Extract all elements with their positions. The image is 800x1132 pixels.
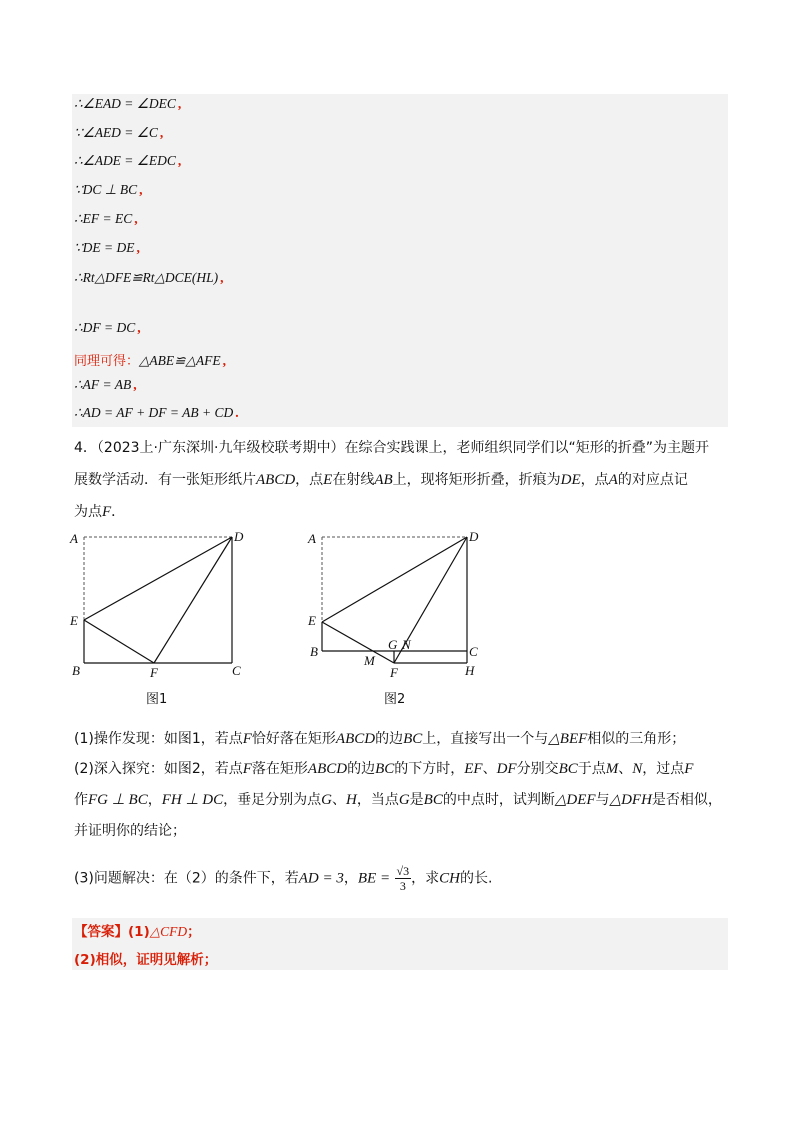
fig1-edge-ED bbox=[84, 537, 232, 620]
solution-line: ∴AD = AF + DF = AB + CD . bbox=[74, 405, 239, 420]
fig1-label-A: A bbox=[70, 531, 78, 546]
figure-1-caption: 图1 bbox=[146, 692, 168, 707]
answer-line-1: 【答案】(1)△CFD； bbox=[74, 924, 201, 940]
solution-line: ∴∠EAD = ∠DEC , bbox=[74, 96, 182, 111]
part-2-line-2: 作FG ⊥ BC，FH ⊥ DC，垂足分别为点G、H，当点G是BC的中点时，试判断△DEF与△DFH是否相似， bbox=[74, 792, 722, 808]
solution-line: 同理可得：△ABE≌△AFE , bbox=[74, 353, 226, 369]
answer-line-2: (2)相似，证明见解析； bbox=[74, 952, 218, 968]
fig2-label-A: A bbox=[308, 531, 316, 546]
solution-line: ∵DE = DE , bbox=[74, 240, 140, 255]
figure-2-caption: 图2 bbox=[384, 692, 406, 707]
solution-line: ∴AF = AB , bbox=[74, 377, 137, 392]
fig2-edge-EF bbox=[322, 622, 394, 663]
fig2-label-C: C bbox=[469, 644, 478, 659]
part-2-line-1: (2)深入探究：如图2，若点F落在矩形ABCD的边BC的下方时，EF、DF分别交BC于点M、N，过点F bbox=[74, 761, 694, 777]
solution-line: ∵DC ⊥ BC , bbox=[74, 182, 143, 197]
fig2-label-N: N bbox=[402, 637, 411, 652]
fig1-label-E: E bbox=[70, 613, 78, 628]
fig1-label-C: C bbox=[232, 663, 241, 678]
solution-panel bbox=[72, 94, 728, 427]
fig1-label-F: F bbox=[150, 665, 158, 680]
part-2-line-3: 并证明你的结论； bbox=[74, 823, 186, 839]
solution-line: ∴DF = DC , bbox=[74, 320, 141, 335]
solution-line: ∴EF = EC , bbox=[74, 211, 138, 226]
part-3: (3)问题解决：在（2）的条件下，若AD = 3，BE = $\frac{√3}{3}$ ，求CH的长. bbox=[74, 864, 493, 893]
fig1-edge-EF bbox=[84, 620, 154, 663]
question-line-1: 4．（2023上·广东深圳·九年级校联考期中）在综合实践课上，老师组织同学们以“矩形的折叠”为主题开 bbox=[74, 440, 709, 456]
fig2-label-D: D bbox=[469, 529, 479, 544]
fig2-label-H: H bbox=[465, 663, 475, 678]
fig2-label-F: F bbox=[390, 665, 398, 680]
fig2-label-B: B bbox=[310, 644, 318, 659]
question-line-3: 为点F． bbox=[74, 504, 126, 520]
fig1-label-D: D bbox=[234, 529, 244, 544]
part-1: (1)操作发现：如图1，若点F恰好落在矩形ABCD的边BC上，直接写出一个与△BEF相似的三角形； bbox=[74, 731, 686, 747]
fig1-edge-FD bbox=[154, 537, 232, 663]
fig2-edge-ED bbox=[322, 537, 467, 622]
solution-line: ∴∠ADE = ∠EDC , bbox=[74, 153, 182, 168]
fig2-label-E: E bbox=[308, 613, 316, 628]
fig2-label-G: G bbox=[388, 637, 398, 652]
be-fraction: $\frac{√3}{3}$ bbox=[396, 864, 410, 893]
fig2-label-M: M bbox=[364, 653, 375, 668]
question-line-2: 展数学活动．有一张矩形纸片ABCD，点E在射线AB上，现将矩形折叠，折痕为DE，点A的对应点记 bbox=[74, 472, 688, 488]
solution-line: ∵∠AED = ∠C , bbox=[74, 125, 164, 140]
solution-line: ∴Rt△DFE≌Rt△DCE(HL) , bbox=[74, 270, 224, 285]
figure-2 bbox=[302, 525, 502, 685]
fig1-label-B: B bbox=[72, 663, 80, 678]
figure-1 bbox=[62, 525, 262, 685]
